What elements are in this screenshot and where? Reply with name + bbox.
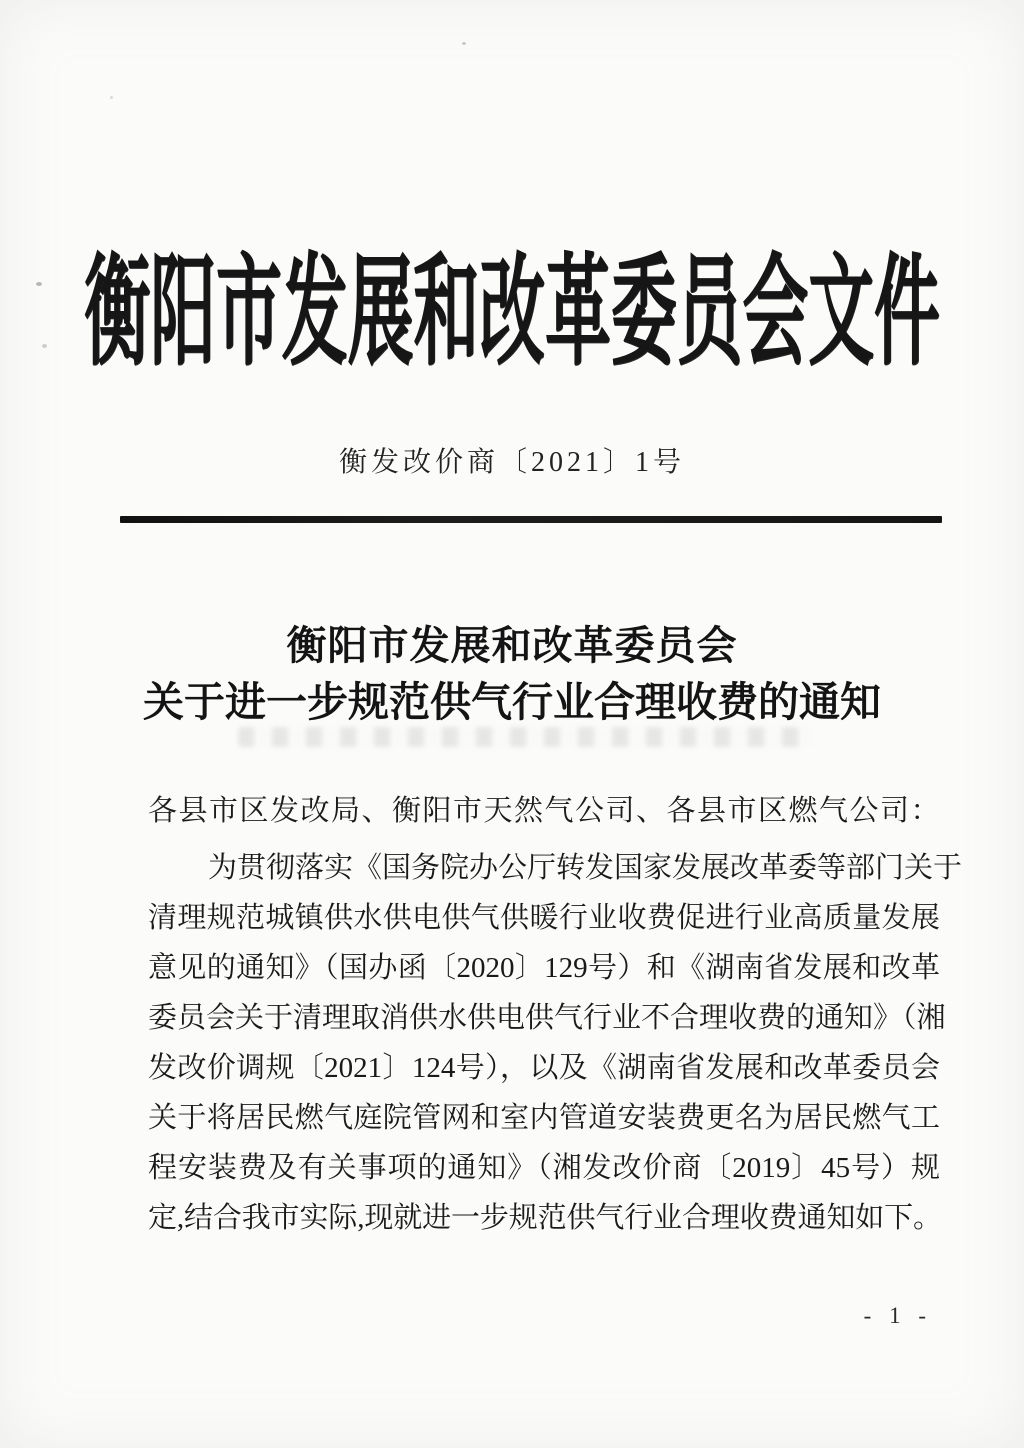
body-line: 发改价调规〔2021〕124号），以及《湖南省发展和改革委员会: [148, 1052, 940, 1084]
header-separator-rule: [120, 516, 942, 523]
notice-title-line1: 衡阳市发展和改革委员会: [286, 623, 738, 668]
ink-bleed-ghost: [238, 727, 813, 747]
body-line: 定,结合我市实际,现就进一步规范供气行业合理收费通知如下。: [148, 1202, 940, 1234]
scan-speck: [36, 282, 42, 286]
notice-title-line2: 关于进一步规范供气行业合理收费的通知: [143, 679, 881, 725]
notice-title: [0, 618, 1024, 730]
document-number: 衡发改价商〔2021〕1号: [338, 447, 685, 478]
body-paragraph: [148, 843, 963, 1243]
body-line: 意见的通知》（国办函〔2020〕129号）和《湖南省发展和改革: [148, 952, 940, 984]
body-line: 为贯彻落实《国务院办公厅转发国家发展改革委等部门关于: [208, 852, 963, 884]
addressee-line: 各县市区发改局、衡阳市天然气公司、各县市区燃气公司：: [148, 795, 942, 827]
scan-speck: [462, 42, 466, 45]
body-line: 委员会关于清理取消供水供电供气行业不合理收费的通知》（湘: [148, 1002, 946, 1034]
body-line: 程安装费及有关事项的通知》（湘发改价商〔2019〕45号）规: [148, 1152, 940, 1184]
scan-speck: [42, 344, 47, 348]
agency-masthead-text: 衡阳市发展和改革委员会文件: [84, 248, 940, 381]
body-line: 关于将居民燃气庭院管网和室内管道安装费更名为居民燃气工: [148, 1102, 940, 1134]
body-line: 清理规范城镇供水供电供气供暖行业收费促进行业高质量发展: [148, 902, 940, 934]
page-number: - 1 -: [863, 1303, 932, 1328]
agency-masthead: [0, 243, 1024, 381]
scan-speck: [110, 96, 113, 99]
